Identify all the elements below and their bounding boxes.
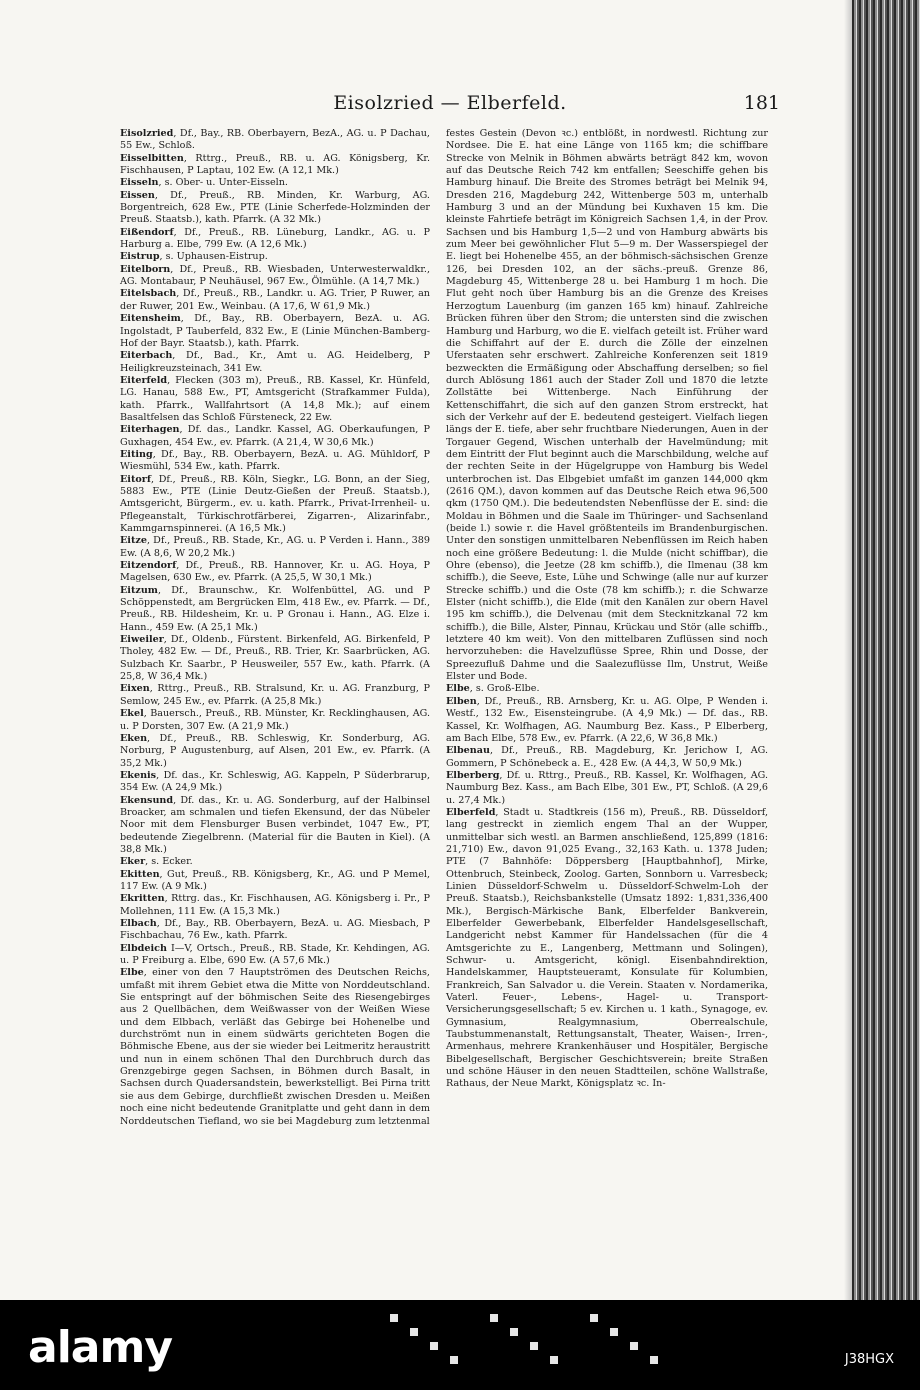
entry-headword: Ekenis <box>120 769 157 781</box>
entry-headword: Eitelsbach <box>120 288 177 300</box>
entry-headword: Elberberg <box>446 769 500 781</box>
entry-headword: Eiterhagen <box>120 424 180 436</box>
watermark-square <box>650 1356 658 1364</box>
dictionary-entry <box>120 350 430 375</box>
watermark-square <box>430 1342 438 1350</box>
entry-headword: Eisselbitten <box>120 152 184 164</box>
dictionary-entry <box>120 967 430 1127</box>
dictionary-entry <box>446 128 768 683</box>
entry-text: , einer von den 7 Hauptströmen des Deutschen Reichs, umfaßt mit ihrem Gebiet etwa die Mitte von Norddeutschland. Sie entspringt auf der böhmischen Seite des Riesengebirges aus 2 Quellbächen, dem Weißwasser von der Weißen Wiese und dem Elbbach, verläßt das Gebirge bei Hohenelbe und durchströmt nun in einem südwärts gerichteten Bogen die Böhmische Ebene, aus der sie wieder bei Leitmeritz heraustritt und nun in einem schönen Thal den Durchbruch durch das Grenzgebirge gegen Sachsen, in Böhmen durch Basalt, in Sachsen durch Quadersandstein, bewerkstelligt. Bei Pirna tritt sie aus dem Gebirge, durchfließt zwischen Dresden u. Meißen noch eine nicht bedeutende Granitplatte und geht dann in dem Norddeutschen Tiefland, wo sie bei Magdeburg zum letztenmal <box>120 967 430 1127</box>
entry-headword: Eitzendorf <box>120 560 177 572</box>
dictionary-entry <box>120 474 430 536</box>
entry-headword: Ekel <box>120 708 144 720</box>
dictionary-entry <box>120 251 430 263</box>
entry-text: , Df. das., Landkr. Kassel, AG. Oberkaufungen, P Guxhagen, 454 Ew., ev. Pfarrk. (A 21,4, W 30,6 Mk.) <box>120 424 430 448</box>
entry-text: , Df., Preuß., RB., Landkr. u. AG. Trier, P Ruwer, an der Ruwer, 201 Ew., Weinbau. (A 17,6, W 61,9 Mk.) <box>120 288 430 312</box>
watermark-square <box>630 1342 638 1350</box>
entry-headword: Elbenau <box>446 745 490 757</box>
page-number: 181 <box>743 92 780 114</box>
entry-headword: Ekitten <box>120 868 160 880</box>
watermark-square <box>590 1314 598 1322</box>
entry-headword: Eiweiler <box>120 634 164 646</box>
entry-text: , Df., Preuß., RB. Arnsberg, Kr. u. AG. Olpe, P Wenden i. Westf., 132 Ew., Eisensteingrube. (A 4,9 Mk.) — Df. das., RB. Kassel, Kr. Wolfhagen, AG. Naumburg Bez. Kass., P Elberberg, am Bach Elbe, 578 Ew., ev. Pfarrk. (A 22,6, W 36,8 Mk.) <box>446 695 768 744</box>
dictionary-entry <box>120 918 430 943</box>
dictionary-entry <box>120 560 430 585</box>
dictionary-entry <box>120 177 430 189</box>
watermark-square <box>550 1356 558 1364</box>
dictionary-entry <box>120 634 430 683</box>
entry-headword: Eken <box>120 732 148 744</box>
dictionary-entry <box>120 733 430 770</box>
entry-text: , Rttrg., Preuß., RB. Stralsund, Kr. u. AG. Franzburg, P Semlow, 245 Ew., ev. Pfarrk. (A 25,8 Mk.) <box>120 683 430 707</box>
entry-text: , Df., Preuß., RB. Stade, Kr., AG. u. P Verden i. Hann., 389 Ew. (A 8,6, W 20,2 Mk.) <box>120 535 430 559</box>
entry-text: , Df., Preuß., RB. Wiesbaden, Unterwesterwaldkr., AG. Montabaur, P Neuhäusel, 967 Ew., Ölmühle. (A 14,7 Mk.) <box>120 263 430 288</box>
entry-text: I—V, Ortsch., Preuß., RB. Stade, Kr. Kehdingen, AG. u. P Freiburg a. Elbe, 690 Ew. (A 57,6 Mk.) <box>120 942 430 967</box>
dictionary-entry <box>120 264 430 289</box>
dictionary-entry <box>120 375 430 424</box>
dictionary-entry <box>120 449 430 474</box>
entry-headword: Eitzum <box>120 584 158 596</box>
entry-headword: Elben <box>446 695 477 707</box>
entry-text: , Df. u. Rttrg., Preuß., RB. Kassel, Kr. Wolfhagen, AG. Naumburg Bez. Kass., am Bach Elbe, 301 Ew., PT, Schloß. (A 29,6 u. 27,4 Mk.) <box>446 769 768 806</box>
entry-text: , Df., Preuß., RB. Schleswig, Kr. Sonderburg, AG. Norburg, P Augustenburg, auf Alsen, 201 Ew., ev. Pfarrk. (A 35,2 Mk.) <box>120 732 430 769</box>
dictionary-entry <box>120 227 430 252</box>
dictionary-entry <box>120 795 430 857</box>
dictionary-entry <box>120 943 430 968</box>
dictionary-entry <box>120 535 430 560</box>
dictionary-entry <box>120 288 430 313</box>
entry-headword: Eitorf <box>120 473 151 485</box>
entry-headword: Eistrup <box>120 251 160 263</box>
dictionary-entry <box>120 424 430 449</box>
dictionary-entry <box>446 807 768 1091</box>
entry-text: , Df., Bad., Kr., Amt u. AG. Heidelberg, P Heiligkreuzsteinach, 341 Ew. <box>120 350 430 374</box>
entry-headword: Eitelborn <box>120 263 171 275</box>
watermark-square <box>610 1328 618 1336</box>
entry-text: , Gut, Preuß., RB. Königsberg, Kr., AG. und P Memel, 117 Ew. (A 9 Mk.) <box>120 868 430 892</box>
dictionary-entry <box>120 683 430 708</box>
entry-text: , Rttrg., Preuß., RB. u. AG. Königsberg, Kr. Fischhausen, P Laptau, 102 Ew. (A 12,1 Mk.) <box>120 152 430 177</box>
page-title: Eisolzried — Elberfeld. <box>333 92 567 114</box>
dictionary-entry <box>120 770 430 795</box>
entry-headword: Eiterfeld <box>120 374 168 386</box>
dictionary-entry <box>120 869 430 894</box>
entry-text: , Df., Preuß., RB. Hannover, Kr. u. AG. Hoya, P Magelsen, 630 Ew., ev. Pfarrk. (A 25,5, W 30,1 Mk.) <box>120 560 430 584</box>
entry-text: , Df. das., Kr. u. AG. Sonderburg, auf der Halbinsel Broacker, am schmalen und tiefen Ekensund, der das Nübeler Noor mit dem Flensburger Busen verbindet, 1047 Ew., PT, bedeutende Ziegelbrenn. (Material für die Bauten in Kiel). (A 38,8 Mk.) <box>120 794 430 855</box>
dictionary-entry <box>120 153 430 178</box>
entry-text: , Df., Preuß., RB. Lüneburg, Landkr., AG. u. P Harburg a. Elbe, 799 Ew. (A 12,6 Mk.) <box>120 226 430 251</box>
entry-text: , s. Ober- u. Unter-Eisseln. <box>158 177 288 189</box>
watermark-square <box>530 1342 538 1350</box>
entry-headword: Eker <box>120 856 146 868</box>
entry-headword: Eißendorf <box>120 226 174 238</box>
entry-headword: Ekensund <box>120 794 174 806</box>
entry-text: , s. Uphausen-Eistrup. <box>159 251 268 263</box>
entry-text: , Bauersch., Preuß., RB. Münster, Kr. Recklinghausen, AG. u. P Dorsten, 307 Ew. (A 21,9 Mk.) <box>120 708 430 732</box>
entry-text: , Df., Bay., RB. Oberbayern, BezA. u. AG. Miesbach, P Fischbachau, 76 Ew., kath. Pfarrk. <box>120 918 430 942</box>
watermark-square <box>510 1328 518 1336</box>
book-spine <box>852 0 920 1300</box>
dictionary-entry <box>120 313 430 350</box>
entry-headword: Ekritten <box>120 893 165 905</box>
entry-text: , Df., Preuß., RB. Köln, Siegkr., LG. Bonn, an der Sieg, 5883 Ew., PTE (Linie Deutz-Gießen der Preuß. Staatsb.), Amtsgericht, Bürgerm., ev. u. kath. Pfarrk., Privat-Irrenheil- u. Pflegeanstalt, Türkischrotfärberei, Zigarren-, Alizarinfabr., Kammgarnspinnerei. (A 16,5 Mk.) <box>120 473 430 534</box>
running-header <box>130 92 780 116</box>
dictionary-entry <box>446 696 768 745</box>
entry-text: , Df., Preuß., RB. Magdeburg, Kr. Jerichow I, AG. Gommern, P Schönebeck a. E., 428 Ew. (A 44,3, W 50,9 Mk.) <box>446 745 768 769</box>
entry-text: , Df., Bay., RB. Oberbayern, BezA., AG. u. P Dachau, 55 Ew., Schloß. <box>120 128 430 152</box>
dictionary-entry <box>120 893 430 918</box>
entry-text: , Df., Oldenb., Fürstent. Birkenfeld, AG. Birkenfeld, P Tholey, 482 Ew. — Df., Preuß., RB. Trier, Kr. Saarbrücken, AG. Sulzbach Kr. Saarbr., P Heusweiler, 557 Ew., kath. Pfarrk. (A 25,8, W 36,4 Mk.) <box>120 634 430 683</box>
entry-text: , Df. das., Kr. Schleswig, AG. Kappeln, P Süderbrarup, 354 Ew. (A 24,9 Mk.) <box>120 769 430 794</box>
entry-headword: Eisolzried <box>120 128 174 139</box>
entry-text: , Df., Preuß., RB. Minden, Kr. Warburg, AG. Borgentreich, 628 Ew., PTE (Linie Scherfede-Holzminden der Preuß. Staatsb.), kath. Pfarrk. (A 32 Mk.) <box>120 189 430 226</box>
entry-text: , s. Groß-Elbe. <box>469 683 540 695</box>
watermark-logo: alamy <box>28 1322 172 1373</box>
entry-headword: Eitze <box>120 535 147 547</box>
entry-headword: Eisseln <box>120 177 159 189</box>
entry-text: , Df., Bay., RB. Oberbayern, BezA. u. AG. Mühldorf, P Wiesmühl, 534 Ew., kath. Pfarrk. <box>120 448 430 473</box>
entry-text: , Df., Braunschw., Kr. Wolfenbüttel, AG. und P Schöppenstedt, am Bergrücken Elm, 418 Ew., ev. Pfarrk. — Df., Preuß., RB. Hildesheim, Kr. u. P Gronau i. Hann., AG. Elze i. Hann., 459 Ew. (A 25,1 Mk.) <box>120 584 430 633</box>
entry-headword: Elberfeld <box>446 806 496 818</box>
entry-headword: Elbe <box>120 967 144 979</box>
watermark-square <box>390 1314 398 1322</box>
dictionary-entry <box>446 683 768 695</box>
entry-headword: Eiting <box>120 448 153 460</box>
image-code: J38HGX <box>844 1352 894 1367</box>
entry-headword: Elbach <box>120 918 157 929</box>
watermark-square <box>450 1356 458 1364</box>
dictionary-entry <box>120 708 430 733</box>
entry-headword: Eixen <box>120 683 150 695</box>
entry-text: , Rttrg. das., Kr. Fischhausen, AG. Königsberg i. Pr., P Mollehnen, 111 Ew. (A 15,3 Mk.) <box>120 893 430 917</box>
entry-headword: Eissen <box>120 189 155 201</box>
entry-text: , Flecken (303 m), Preuß., RB. Kassel, Kr. Hünfeld, LG. Hanau, 588 Ew., PT, Amtsgericht (Strafkammer Fulda), kath. Pfarrk., Wallfahrtsort (A 14,8 Mk.); auf einem Basaltfelsen das Schloß Fürsteneck, 22 Ew. <box>120 374 430 423</box>
watermark-square <box>410 1328 418 1336</box>
entry-headword: Elbe <box>446 683 470 695</box>
dictionary-entry <box>120 128 430 153</box>
dictionary-entry <box>446 745 768 770</box>
entry-headword: Eitensheim <box>120 313 181 325</box>
dictionary-entry <box>120 856 430 868</box>
watermark-pattern <box>390 1314 690 1374</box>
entry-headword: Elbdeich <box>120 942 167 954</box>
right-column <box>446 128 768 1091</box>
entry-headword: Eiterbach <box>120 350 173 362</box>
entry-text: , Df., Bay., RB. Oberbayern, BezA. u. AG. Ingolstadt, P Tauberfeld, 832 Ew., E (Linie München-Bamberg-Hof der Bayr. Staatsb.), kath. Pfarrk. <box>120 313 430 349</box>
left-column <box>120 128 430 1128</box>
entry-text: , s. Ecker. <box>145 856 193 868</box>
watermark-square <box>490 1314 498 1322</box>
dictionary-entry <box>446 770 768 807</box>
entry-text: , Stadt u. Stadtkreis (156 m), Preuß., RB. Düsseldorf, lang gestreckt in ziemlich engem Thal an der Wupper, unmittelbar sich westl. an Barmen anschließend, 125,899 (1816: 21,710) Ew., davon 91,025 Evang., 32,163 Kath. u. 1378 Juden; PTE (7 Bahnhöfe: Döppersberg [Hauptbahnhof], Mirke, Ottenbruch, Steinbeck, Zoolog. Garten, Sonnborn u. Varresbeck; Linien Düsseldorf-Schwelm u. Düsseldorf-Schwelm-Loh der Preuß. Staatsb.), Reichsbankstelle (Umsatz 1892: 1,831,336,400 Mk.), Bergisch-Märkische Bank, Elberfelder Bankverein, Elberfelder Gewerbebank, Elberfelder Handelsgesellschaft, Landgericht nebst Kammer für Handelssachen (für die 4 Amtsgerichte zu E., Langenberg, Mettmann und Solingen), Schwur- u. Amtsgericht, königl. Eisenbahndirektion, Handelskammer, Hauptsteueramt, Konsulate für Kolumbien, Frankreich, San Salvador u. die Verein. Staaten v. Nordamerika, Vaterl. Feuer-, Lebens-, Hagel- u. Transport-Versicherungsgesellschaft; 5 ev. Kirchen u. 1 kath., Synagoge, ev. Gymnasium, Realgymnasium, Oberrealschule, Taubstummenanstalt, Rettungsanstalt, Theater, Waisen-, Irren-, Armenhaus, mehrere Krankenhäuser und Hospitäler, Bergische Bibelgesellschaft, Bergischer Geschichtsverein; breite Straßen und schöne Häuser in den neuen Stadtteilen, schöne Wallstraße, Rathaus, der Neue Markt, Königsplatz ꝛc. In- <box>446 806 768 1090</box>
watermark-banner <box>0 1300 920 1390</box>
entry-text: festes Gestein (Devon ꝛc.) entblößt, in nordwestl. Richtung zur Nordsee. Die E. hat eine Länge von 1165 km; die schiffbare Strecke von Melnik in Böhmen abwärts beträgt 842 km, wovon auf das Deutsche Reich 742 km entfallen; Seeschiffe gehen bis Hamburg hinauf. Die Breite des Stromes beträgt bei Melnik 94, Dresden 216, Magdeburg 242, Wittenberge 503 m, unterhalb Hamburg 3 und an der Mündung bei Kuxhaven 15 km. Die kleinste Fahrtiefe beträgt im Königreich Sachsen 1,4, in der Prov. Sachsen und bis Hamburg 1,5—2 und von Hamburg abwärts bis zum Meer bei gewöhnlicher Flut 5—9 m. Der Wasserspiegel der E. liegt bei Hohenelbe 455, an der böhmisch-sächsischen Grenze 126, bei Dresden 102, an der sächs.-preuß. Grenze 86, Magdeburg 45, Wittenberge 28 u. bei Hamburg 1 m hoch. Die Flut geht noch über Hamburg bis an die Grenze des Kreises Herzogtum Lauenburg (im ganzen 165 km) hinauf. Zahlreiche Brücken führen über den Strom; die untersten sind die zwischen Hamburg und Harburg, wo die E. vielfach geteilt ist. Früher ward die Schiffahrt auf der E. durch die Zölle der einzelnen Uferstaaten sehr erschwert. Zahlreiche Konferenzen seit 1819 bezweckten die Ermäßigung oder Abschaffung derselben; so fiel durch Ablösung 1861 auch der Stader Zoll und 1870 die letzte Zollstätte bei Wittenberge. Nach Einführung der Kettenschiffahrt, die sich auf den ganzen Strom erstreckt, hat sich der Verkehr auf der E. bedeutend gesteigert. Vielfach liegen längs der E. tiefe, aber sehr fruchtbare Niederungen, Auen in der Torgauer Gegend, Wischen unterhalb der Havelmündung; mit dem Eintritt der Flut beginnt auch die Marschbildung, welche auf der rechten Seite in der Hügelgruppe von Hamburg bis Wedel unterbrochen ist. Das Elbgebiet umfaßt im ganzen 144,000 qkm (2616 QM.), davon kommen auf das Deutsche Reich etwa 96,500 qkm (1750 QM.). Die bedeutendsten Nebenflüsse der E. sind: die Moldau in Böhmen und die Saale im Thüringer- und Sachsenland (beide l.) sowie r. die Havel größtenteils im Brandenburgischen. Unter den sonstigen unmittelbaren Nebenflüssen im Reich haben noch eine größere Bedeutung: l. die Mulde (nicht schiffbar), die Ohre (ebenso), die Jeetze (28 km schiffb.), die Ilmenau (38 km schiffb.), die Seeve, Este, Lühe und Schwinge (alle nur auf kurzer Strecke schiffb.) und die Oste (78 km schiffb.); r. die Schwarze Elster (nicht schiffb.), die Elde (mit den Kanälen zur obern Havel 195 km schiffb.), die Delvenau (mit dem Stecknitzkanal 72 km schiffb.), die Bille, Alster, Pinnau, Krückau und Stör (alle schiffb., letztere 40 km weit). Von den mittelbaren Zuflüssen sind noch hervorzuheben: die Havelzuflüsse Spree, Rhin und Dosse, der Spreezufluß Dahme und die Saalezuflüsse Ilm, Unstrut, Weiße Elster und Bode. <box>446 128 768 683</box>
dictionary-entry <box>120 585 430 634</box>
dictionary-entry <box>120 190 430 227</box>
